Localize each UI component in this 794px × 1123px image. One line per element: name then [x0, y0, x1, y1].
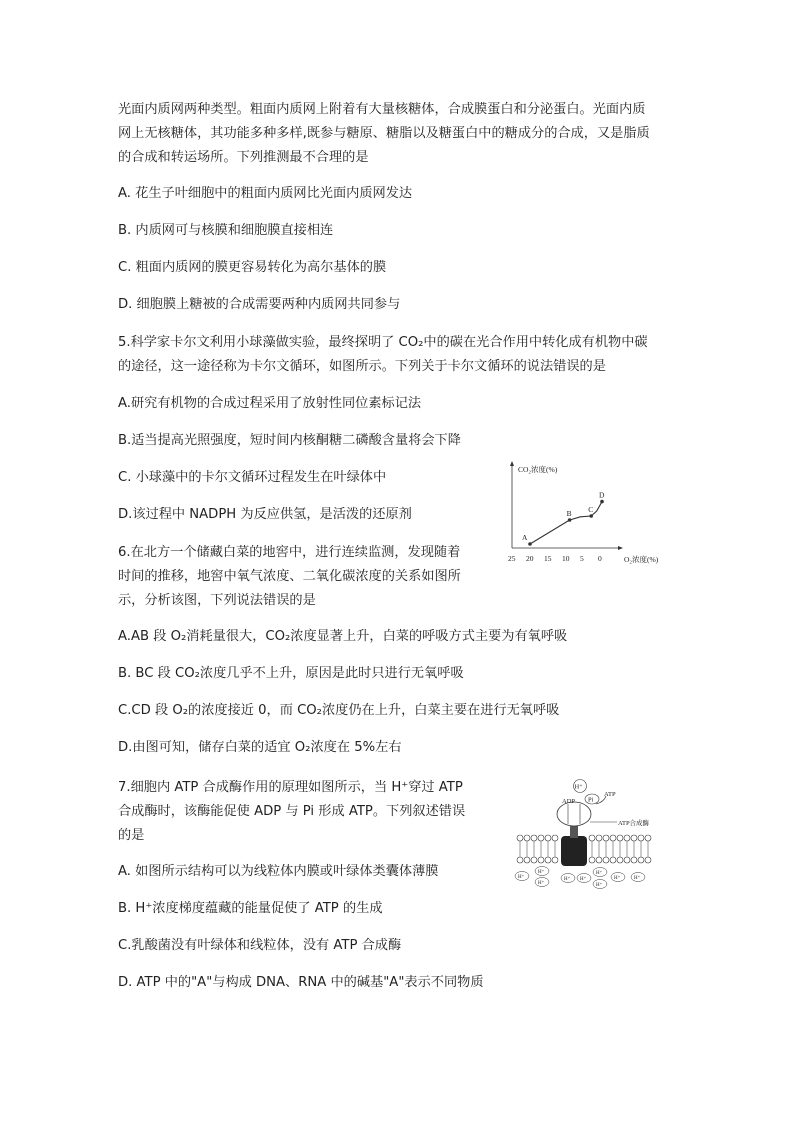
- point-A: [528, 542, 532, 546]
- point-B: [568, 518, 572, 522]
- svg-text:H⁺: H⁺: [518, 875, 525, 880]
- svg-text:H⁺: H⁺: [596, 883, 603, 888]
- q5-option-a: A.研究有机物的合成过程采用了放射性同位素标记法: [118, 396, 422, 411]
- atp-label: ATP: [604, 791, 616, 798]
- q6-stem-line-2: 时间的推移，地窖中氧气浓度、二氧化碳浓度的关系如图所: [118, 569, 461, 584]
- atp-synthase-figure: [512, 778, 658, 896]
- q4-option-b: B. 内质网可与核膜和细胞膜直接相连: [118, 223, 334, 238]
- y-axis-label: CO₂浓度(%): [518, 465, 558, 474]
- x-tick-label-20: 20: [526, 554, 534, 563]
- point-label-A: A: [522, 533, 528, 542]
- svg-text:H⁺: H⁺: [634, 876, 641, 881]
- q5-option-d: D.该过程中 NADPH 为反应供氢，是活泼的还原剂: [118, 507, 412, 522]
- q7-option-a: A. 如图所示结构可以为线粒体内膜或叶绿体类囊体薄膜: [118, 864, 439, 879]
- co2-o2-chart: [500, 458, 670, 570]
- svg-text:H⁺: H⁺: [580, 877, 587, 882]
- q7-option-d: D. ATP 中的"A"与构成 DNA、RNA 中的碱基"A"表示不同物质: [118, 975, 484, 990]
- point-label-B: B: [566, 509, 572, 518]
- h-ion-top-label: H⁺: [574, 783, 583, 791]
- q4-option-a: A. 花生子叶细胞中的粗面内质网比光面内质网发达: [118, 186, 413, 201]
- q6-option-a: A.AB 段 O₂消耗量很大，CO₂浓度显著上升，白菜的呼吸方式主要为有氧呼吸: [118, 629, 568, 644]
- q6-option-d: D.由图可知，储存白菜的适宜 O₂浓度在 5%左右: [118, 740, 402, 755]
- q4-option-c: C. 粗面内质网的膜更容易转化为高尔基体的膜: [118, 260, 387, 275]
- q6-option-b: B. BC 段 CO₂浓度几乎不上升，原因是此时只进行无氧呼吸: [118, 666, 464, 681]
- point-label-D: D: [599, 490, 605, 500]
- pi-label: Pi: [588, 796, 594, 804]
- svg-text:H⁺: H⁺: [596, 871, 603, 876]
- q4-intro-line-3: 的合成和转运场所。下列推测最不合理的是: [118, 150, 369, 165]
- x-tick-label-15: 15: [544, 554, 552, 563]
- q4-intro-line-2: 网上无核糖体，其功能多种多样,既参与糖原、糖脂以及糖蛋白中的糖成分的合成，又是脂质: [118, 126, 650, 141]
- enzyme-label: ATP合成酶: [618, 820, 650, 827]
- enzyme-channel: [561, 836, 587, 866]
- enzyme-head: [557, 802, 591, 826]
- y-axis-arrow: [510, 461, 514, 466]
- q4-intro-line-1: 光面内质网两种类型。粗面内质网上附着有大量核糖体，合成膜蛋白和分泌蛋白。光面内质: [118, 102, 646, 117]
- svg-text:H⁺: H⁺: [564, 877, 571, 882]
- x-axis-arrow: [618, 546, 623, 550]
- q7-stem-line-1: 7.细胞内 ATP 合成酶作用的原理如图所示，当 H⁺穿过 ATP: [118, 780, 463, 795]
- q7-stem-line-3: 的是: [118, 828, 145, 843]
- x-tick-labels: [508, 554, 602, 563]
- x-tick-label-25: 25: [508, 554, 516, 563]
- q6-stem-line-3: 示，分析该图，下列说法错误的是: [118, 593, 316, 608]
- point-D: [600, 500, 604, 504]
- point-C: [589, 514, 593, 518]
- q7-option-b: B. H⁺浓度梯度蕴藏的能量促使了 ATP 的生成: [118, 901, 383, 916]
- q7-option-c: C.乳酸菌没有叶绿体和线粒体，没有 ATP 合成酶: [118, 938, 402, 953]
- svg-text:H⁺: H⁺: [614, 876, 621, 881]
- x-tick-label-10: 10: [562, 554, 570, 563]
- svg-text:H⁺: H⁺: [538, 870, 545, 875]
- adp-label: ADP: [562, 798, 576, 805]
- svg-text:H⁺: H⁺: [538, 881, 545, 886]
- x-tick-label-5: 5: [580, 554, 584, 563]
- q6-option-c: C.CD 段 O₂的浓度接近 0，而 CO₂浓度仍在上升，白菜主要在进行无氧呼吸: [118, 703, 560, 718]
- q4-option-d: D. 细胞膜上糖被的合成需要两种内质网共同参与: [118, 297, 401, 312]
- q7-stem-line-2: 合成酶时，该酶能促使 ADP 与 Pi 形成 ATP。下列叙述错误: [118, 804, 466, 819]
- curve-points: [522, 491, 605, 546]
- q5-option-b: B.适当提高光照强度，短时间内核酮糖二磷酸含量将会下降: [118, 433, 461, 448]
- x-axis-label: O₂浓度(%): [624, 555, 659, 564]
- point-label-C: C: [588, 505, 594, 514]
- q5-option-c: C. 小球藻中的卡尔文循环过程发生在叶绿体中: [118, 470, 387, 485]
- q5-stem-line-2: 的途径，这一途径称为卡尔文循环，如图所示。下列关于卡尔文循环的说法错误的是: [118, 359, 606, 374]
- q6-stem-line-1: 6.在北方一个储藏白菜的地窖中，进行连续监测，发现随着: [118, 545, 461, 560]
- x-tick-label-0: 0: [598, 554, 602, 563]
- q5-stem-line-1: 5.科学家卡尔文利用小球藻做实验，最终探明了 CO₂中的碳在光合作用中转化成有机物中碳: [118, 335, 648, 350]
